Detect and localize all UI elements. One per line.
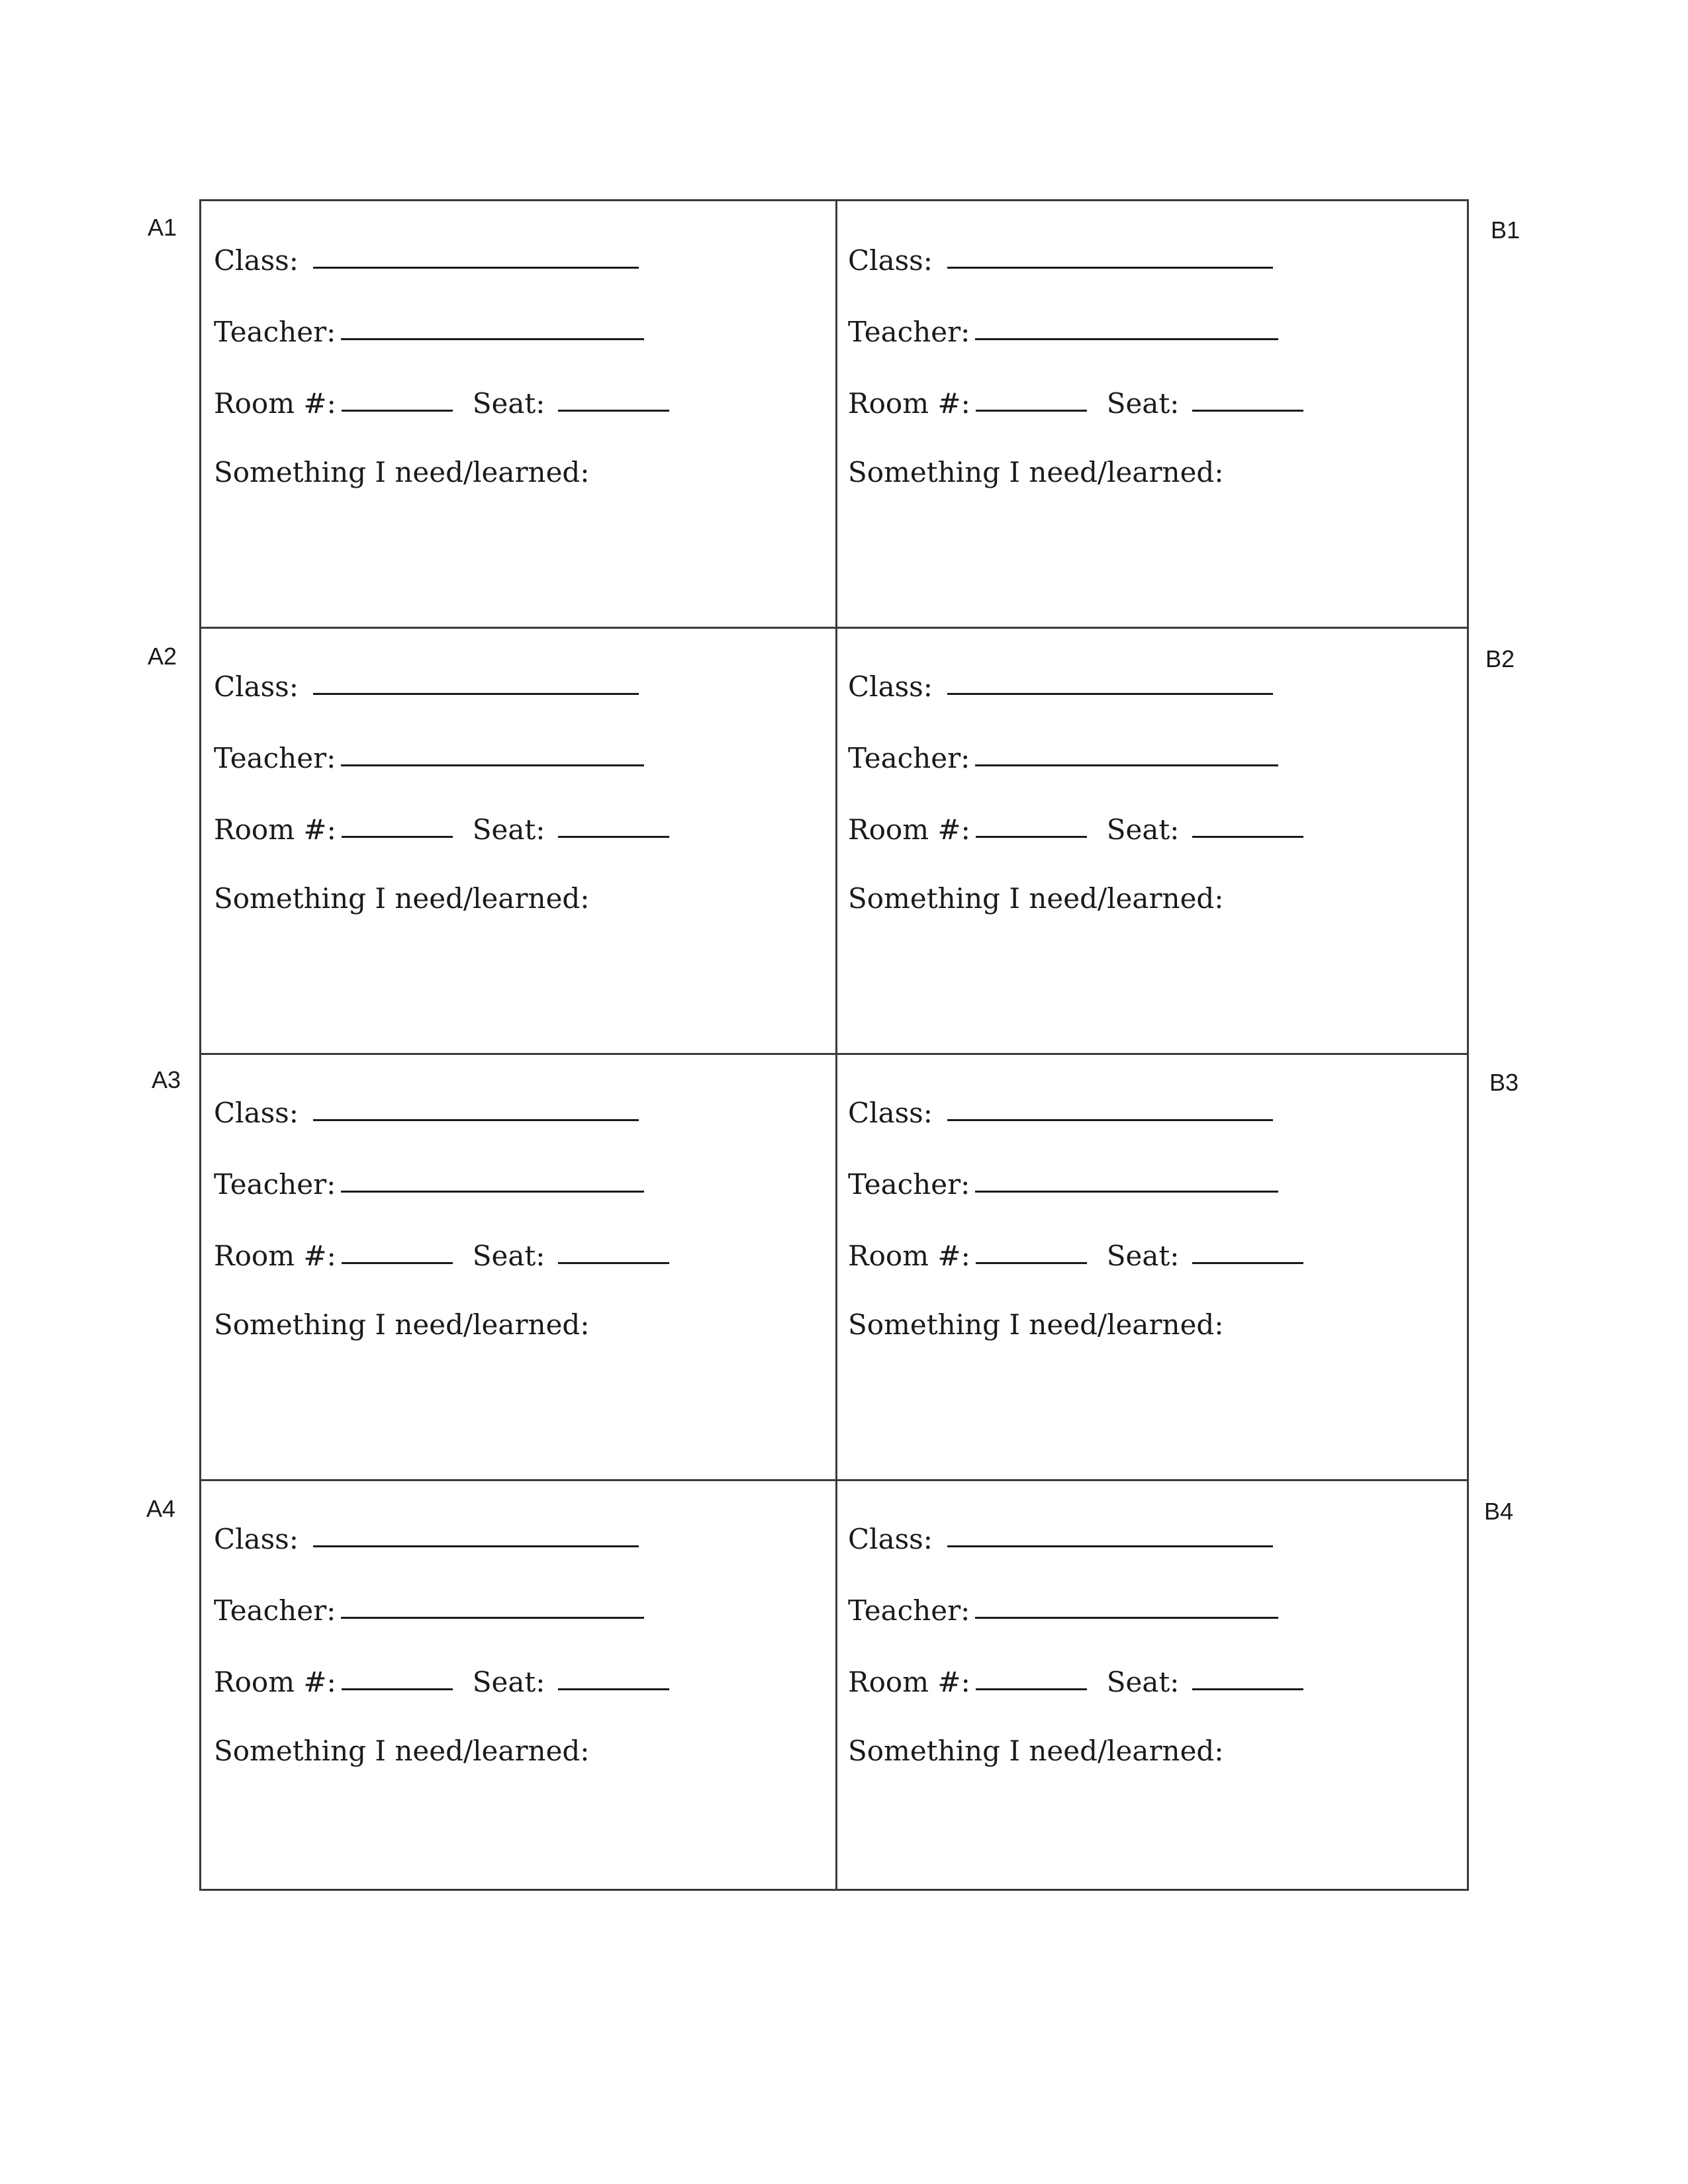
class-label: Class: <box>848 244 933 277</box>
class-blank[interactable] <box>313 692 639 695</box>
room-label: Room #: <box>214 813 336 846</box>
room-label: Room #: <box>848 1666 970 1698</box>
card-b3 <box>848 1052 1444 1449</box>
something-label: Something I need/learned: <box>214 1735 590 1767</box>
room-label: Room #: <box>214 387 336 420</box>
row-label-a3: A3 <box>152 1066 181 1093</box>
teacher-blank[interactable] <box>341 338 644 340</box>
class-field <box>214 670 639 703</box>
room-label: Room #: <box>848 813 970 846</box>
class-blank[interactable] <box>313 1118 639 1121</box>
teacher-blank[interactable] <box>975 1616 1278 1619</box>
column-divider <box>835 201 837 1889</box>
seat-label: Seat: <box>472 813 545 846</box>
card-a3 <box>214 1052 810 1449</box>
seat-blank[interactable] <box>558 1688 669 1690</box>
teacher-field <box>214 742 644 774</box>
row-label-a1: A1 <box>148 214 177 241</box>
room-seat-field <box>848 1242 1303 1270</box>
something-label: Something I need/learned: <box>848 1735 1224 1767</box>
seat-label: Seat: <box>1106 387 1180 420</box>
row-label-b2: B2 <box>1485 645 1515 672</box>
row-label-b3: B3 <box>1489 1069 1519 1096</box>
teacher-field <box>214 1594 644 1627</box>
room-blank[interactable] <box>976 409 1087 412</box>
teacher-label: Teacher: <box>214 316 336 348</box>
seat-blank[interactable] <box>558 1261 669 1264</box>
room-seat-field <box>214 387 669 420</box>
class-blank[interactable] <box>313 266 639 269</box>
teacher-blank[interactable] <box>341 1616 644 1619</box>
class-label: Class: <box>848 1097 933 1129</box>
teacher-label: Teacher: <box>214 1594 336 1627</box>
room-blank[interactable] <box>342 1688 453 1690</box>
class-field <box>848 1525 1273 1553</box>
room-label: Room #: <box>848 1240 970 1272</box>
teacher-blank[interactable] <box>341 764 644 766</box>
seat-label: Seat: <box>1106 1666 1180 1698</box>
room-label: Room #: <box>848 387 970 420</box>
class-field <box>848 670 1273 703</box>
something-label: Something I need/learned: <box>848 882 1224 915</box>
something-label: Something I need/learned: <box>214 882 590 915</box>
room-blank[interactable] <box>342 409 453 412</box>
something-label: Something I need/learned: <box>214 1308 590 1341</box>
row-label-a4: A4 <box>146 1495 176 1522</box>
room-label: Room #: <box>214 1240 336 1272</box>
teacher-label: Teacher: <box>848 1168 970 1201</box>
seat-blank[interactable] <box>558 409 669 412</box>
card-b4 <box>848 1478 1444 1875</box>
card-a1 <box>214 199 810 596</box>
card-b1 <box>848 199 1444 596</box>
seat-label: Seat: <box>472 387 545 420</box>
class-blank[interactable] <box>313 1545 639 1547</box>
teacher-field <box>214 318 644 346</box>
seat-blank[interactable] <box>1192 835 1303 838</box>
teacher-field <box>848 1168 1278 1201</box>
room-blank[interactable] <box>976 1688 1087 1690</box>
teacher-blank[interactable] <box>975 338 1278 340</box>
room-seat-field <box>848 813 1303 846</box>
room-blank[interactable] <box>342 1261 453 1264</box>
class-blank[interactable] <box>947 1118 1273 1121</box>
card-b2 <box>848 625 1444 1023</box>
something-label: Something I need/learned: <box>848 456 1224 488</box>
seat-label: Seat: <box>472 1666 545 1698</box>
seat-blank[interactable] <box>558 835 669 838</box>
room-blank[interactable] <box>976 1261 1087 1264</box>
teacher-field <box>214 1168 644 1201</box>
seat-blank[interactable] <box>1192 409 1303 412</box>
room-label: Room #: <box>214 1666 336 1698</box>
class-label: Class: <box>214 1097 299 1129</box>
class-field <box>214 1525 639 1553</box>
seat-label: Seat: <box>472 1240 545 1272</box>
room-seat-field <box>848 1668 1303 1696</box>
class-field <box>848 1099 1273 1127</box>
class-blank[interactable] <box>947 1545 1273 1547</box>
class-field <box>214 1099 639 1127</box>
teacher-field <box>848 742 1278 774</box>
class-field <box>214 244 639 277</box>
room-seat-field <box>848 387 1303 420</box>
teacher-field <box>848 318 1278 346</box>
room-seat-field <box>214 1668 669 1696</box>
teacher-label: Teacher: <box>848 1594 970 1627</box>
class-field <box>848 244 1273 277</box>
teacher-blank[interactable] <box>341 1190 644 1193</box>
row-label-a2: A2 <box>148 643 177 670</box>
class-label: Class: <box>214 244 299 277</box>
row-label-b4: B4 <box>1484 1498 1514 1525</box>
room-seat-field <box>214 1242 669 1270</box>
seat-label: Seat: <box>1106 1240 1180 1272</box>
something-label: Something I need/learned: <box>214 456 590 488</box>
seat-blank[interactable] <box>1192 1688 1303 1690</box>
teacher-field <box>848 1594 1278 1627</box>
teacher-label: Teacher: <box>214 742 336 774</box>
card-a2 <box>214 625 810 1023</box>
class-blank[interactable] <box>947 266 1273 269</box>
card-a4 <box>214 1478 810 1875</box>
room-seat-field <box>214 813 669 846</box>
seat-blank[interactable] <box>1192 1261 1303 1264</box>
seat-label: Seat: <box>1106 813 1180 846</box>
teacher-label: Teacher: <box>214 1168 336 1201</box>
row-label-b1: B1 <box>1491 216 1521 244</box>
room-blank[interactable] <box>976 835 1087 838</box>
something-label: Something I need/learned: <box>848 1308 1224 1341</box>
class-label: Class: <box>214 670 299 703</box>
teacher-blank[interactable] <box>975 764 1278 766</box>
class-label: Class: <box>848 670 933 703</box>
class-blank[interactable] <box>947 692 1273 695</box>
room-blank[interactable] <box>342 835 453 838</box>
teacher-label: Teacher: <box>848 742 970 774</box>
class-label: Class: <box>848 1523 933 1555</box>
teacher-label: Teacher: <box>848 316 970 348</box>
teacher-blank[interactable] <box>975 1190 1278 1193</box>
class-label: Class: <box>214 1523 299 1555</box>
